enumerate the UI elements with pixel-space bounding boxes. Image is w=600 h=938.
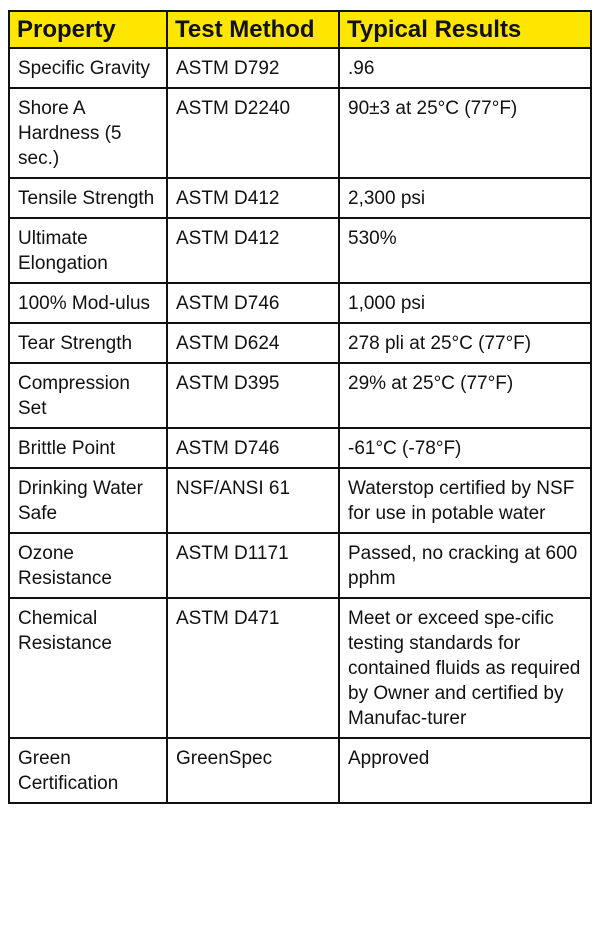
table-row — [9, 283, 591, 323]
table-row — [9, 48, 591, 88]
cell-test-method: ASTM D412 — [167, 218, 339, 283]
cell-test-method: ASTM D792 — [167, 48, 339, 88]
cell-property: Compression Set — [9, 363, 167, 428]
table-row — [9, 428, 591, 468]
cell-property: Chemical Resistance — [9, 598, 167, 738]
table-row — [9, 468, 591, 533]
cell-test-method: ASTM D2240 — [167, 88, 339, 178]
cell-test-method: ASTM D624 — [167, 323, 339, 363]
cell-typical-result: 278 pli at 25°C (77°F) — [339, 323, 591, 363]
cell-test-method: ASTM D395 — [167, 363, 339, 428]
header-property: Property — [9, 11, 167, 48]
table-row — [9, 323, 591, 363]
cell-property: Green Certification — [9, 738, 167, 803]
cell-typical-result: 90±3 at 25°C (77°F) — [339, 88, 591, 178]
header-typical-results: Typical Results — [339, 11, 591, 48]
cell-property: Tear Strength — [9, 323, 167, 363]
cell-test-method: ASTM D746 — [167, 283, 339, 323]
cell-property: Brittle Point — [9, 428, 167, 468]
cell-typical-result: .96 — [339, 48, 591, 88]
cell-test-method: NSF/ANSI 61 — [167, 468, 339, 533]
cell-property: Ultimate Elongation — [9, 218, 167, 283]
cell-test-method: ASTM D746 — [167, 428, 339, 468]
cell-property: Shore A Hardness (5 sec.) — [9, 88, 167, 178]
properties-table — [8, 10, 592, 804]
table-row — [9, 738, 591, 803]
cell-property: Tensile Strength — [9, 178, 167, 218]
properties-table-container — [8, 10, 590, 804]
cell-typical-result: Approved — [339, 738, 591, 803]
table-row — [9, 88, 591, 178]
table-row — [9, 218, 591, 283]
cell-property: 100% Mod-ulus — [9, 283, 167, 323]
cell-property: Specific Gravity — [9, 48, 167, 88]
cell-typical-result: Waterstop certified by NSF for use in potable water — [339, 468, 591, 533]
cell-test-method: GreenSpec — [167, 738, 339, 803]
table-row — [9, 598, 591, 738]
cell-test-method: ASTM D412 — [167, 178, 339, 218]
cell-typical-result: 1,000 psi — [339, 283, 591, 323]
cell-test-method: ASTM D1171 — [167, 533, 339, 598]
table-row — [9, 533, 591, 598]
cell-typical-result: -61°C (-78°F) — [339, 428, 591, 468]
cell-typical-result: 29% at 25°C (77°F) — [339, 363, 591, 428]
cell-typical-result: Meet or exceed spe-cific testing standards for contained fluids as required by Owner and certified by Manufac-turer — [339, 598, 591, 738]
cell-property: Drinking Water Safe — [9, 468, 167, 533]
table-header-row — [9, 11, 591, 48]
table-row — [9, 363, 591, 428]
cell-test-method: ASTM D471 — [167, 598, 339, 738]
cell-typical-result: 530% — [339, 218, 591, 283]
cell-typical-result: 2,300 psi — [339, 178, 591, 218]
header-test-method: Test Method — [167, 11, 339, 48]
table-row — [9, 178, 591, 218]
cell-typical-result: Passed, no cracking at 600 pphm — [339, 533, 591, 598]
cell-property: Ozone Resistance — [9, 533, 167, 598]
